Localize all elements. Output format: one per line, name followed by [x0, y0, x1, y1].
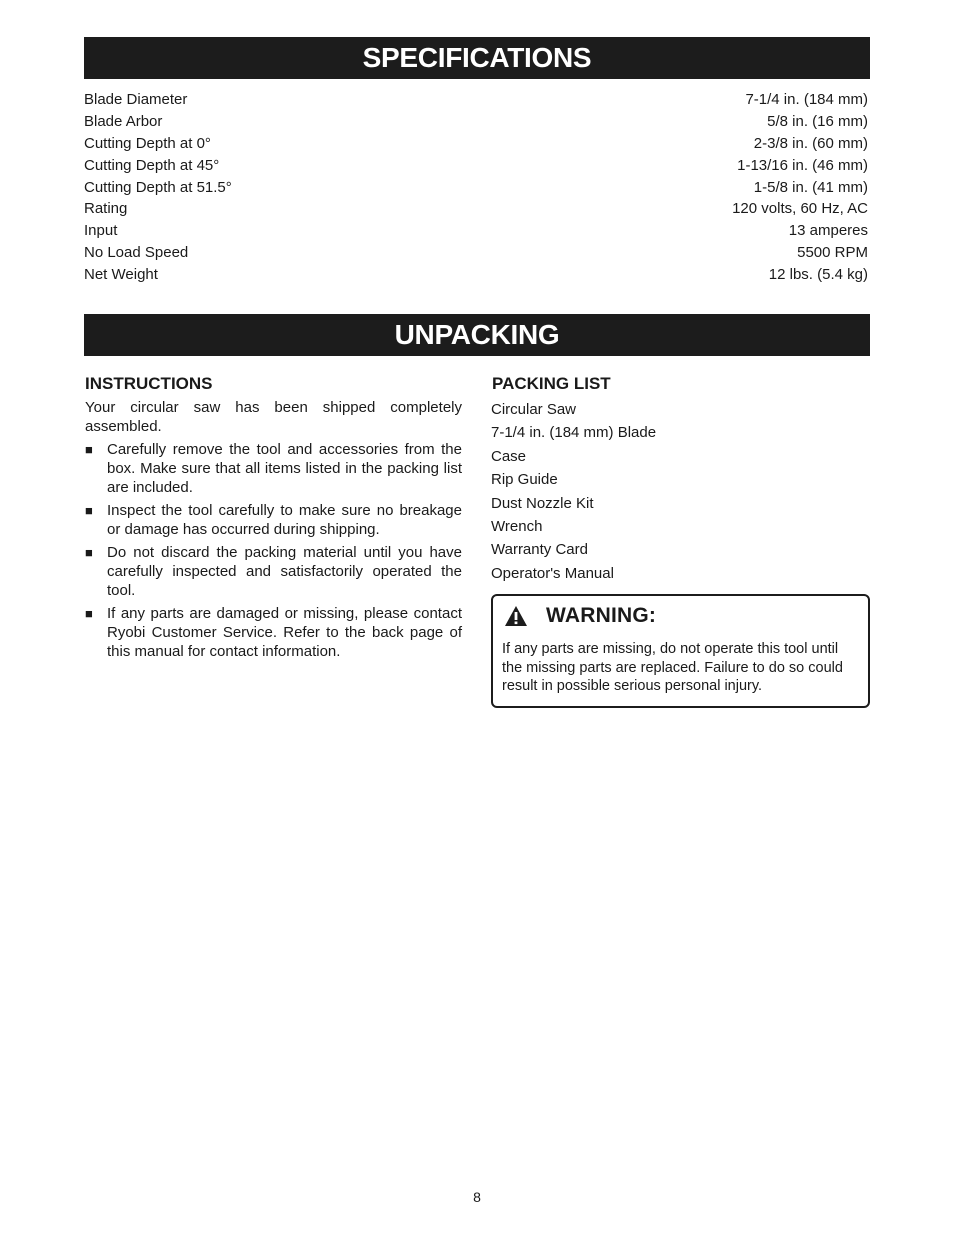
spec-label: Cutting Depth at 0°	[84, 134, 211, 152]
bullet-text: Inspect the tool carefully to make sure no breakage or damage has occurred during shipping.	[107, 502, 462, 538]
instruction-bullet	[84, 501, 462, 539]
spec-value: 5500 RPM	[797, 244, 868, 262]
instructions-heading: INSTRUCTIONS	[85, 374, 213, 393]
spec-value: 7-1/4 in. (184 mm)	[745, 91, 868, 108]
instructions-section	[84, 372, 462, 665]
packing-list-section	[491, 372, 871, 585]
spec-label: Input	[84, 222, 118, 240]
warning-triangle-icon	[504, 605, 528, 627]
bullet-square-icon: ■	[85, 545, 93, 560]
bullet-square-icon: ■	[85, 606, 93, 621]
spec-value: 12 lbs. (5.4 kg)	[768, 266, 868, 284]
bullet-square-icon: ■	[85, 503, 93, 518]
bullet-square-icon: ■	[85, 442, 93, 457]
spec-value: 1-5/8 in. (41 mm)	[753, 178, 868, 196]
warning-title: WARNING:	[546, 604, 657, 627]
packing-list-item: Rip Guide	[491, 471, 558, 489]
bullet-text: Do not discard the packing material until you have carefully inspected and satisfactorily operated the tool.	[107, 544, 462, 599]
spec-value: 2-3/8 in. (60 mm)	[753, 134, 868, 152]
packing-list-item: Warranty Card	[491, 541, 588, 559]
spec-label: Cutting Depth at 51.5°	[84, 178, 232, 196]
spec-row	[84, 198, 868, 220]
spec-label: No Load Speed	[84, 244, 189, 262]
packing-list-item: Case	[491, 447, 527, 465]
spec-value: 5/8 in. (16 mm)	[767, 112, 868, 130]
instruction-bullet	[84, 604, 462, 661]
spec-row	[84, 155, 868, 177]
spec-label: Blade Arbor	[84, 112, 163, 130]
packing-list-item: Wrench	[491, 518, 543, 536]
spec-row	[84, 220, 868, 242]
spec-row	[84, 111, 868, 133]
unpacking-title: UNPACKING	[394, 319, 560, 350]
bullet-text: If any parts are damaged or missing, please contact Ryobi Customer Service. Refer to the back page of this manual for contact information.	[107, 605, 462, 660]
spec-value: 1-13/16 in. (46 mm)	[737, 156, 868, 174]
spec-row	[84, 264, 868, 286]
packing-list-item: Operator's Manual	[491, 564, 614, 582]
spec-row	[84, 133, 868, 155]
spec-value: 13 amperes	[788, 222, 868, 240]
bullet-text: Carefully remove the tool and accessories from the box. Make sure that all items listed in the packing list are included.	[107, 441, 462, 496]
page-number: 8	[473, 1189, 481, 1205]
instructions-intro: Your circular saw has been shipped completely assembled.	[85, 399, 462, 435]
spec-label: Rating	[84, 200, 128, 218]
spec-row	[84, 242, 868, 264]
spec-row	[84, 177, 868, 199]
specifications-title: SPECIFICATIONS	[362, 42, 592, 73]
spec-label: Blade Diameter	[84, 91, 188, 108]
packing-list-heading: PACKING LIST	[492, 374, 611, 393]
warning-box	[491, 594, 870, 708]
warning-text: If any parts are missing, do not operate this tool until the missing parts are replaced. Failure to do so could result in possible serious personal injury.	[502, 641, 843, 694]
warning-header	[504, 604, 656, 628]
spec-label: Cutting Depth at 45°	[84, 156, 220, 174]
specifications-table	[84, 89, 868, 286]
instruction-bullet	[84, 543, 462, 600]
packing-list-item: Circular Saw	[491, 401, 577, 418]
spec-label: Net Weight	[84, 266, 158, 284]
spec-value: 120 volts, 60 Hz, AC	[732, 200, 868, 218]
unpacking-banner	[84, 314, 870, 356]
packing-list-item: Dust Nozzle Kit	[491, 494, 594, 512]
packing-list-item: 7-1/4 in. (184 mm) Blade	[491, 424, 657, 442]
spec-row	[84, 89, 868, 111]
specifications-banner	[84, 37, 870, 79]
instruction-bullet	[84, 440, 462, 497]
